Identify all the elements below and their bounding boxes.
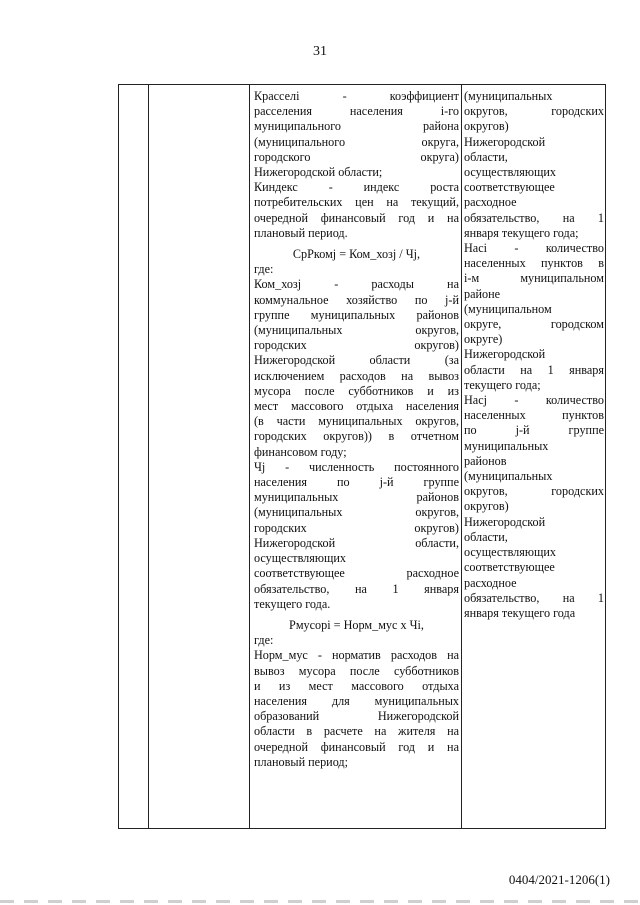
text-line: населения по j-й группе xyxy=(254,475,459,490)
text-line: января текущего года; xyxy=(464,225,579,240)
text-line: по j-й группе xyxy=(464,423,604,438)
text-line: группе муниципальных районов xyxy=(254,307,459,322)
text-line: районов xyxy=(464,453,507,468)
text-line: Нижегородской xyxy=(464,514,546,529)
column-divider xyxy=(461,85,462,828)
text-line: вывоз мусора после субботников xyxy=(254,663,459,678)
text-line: мест массового отдыха населения xyxy=(254,399,459,414)
text-line: городских округов)) в отчетном xyxy=(254,429,459,444)
where-label: где: xyxy=(254,262,274,277)
page-number: 31 xyxy=(313,44,327,59)
text-line: обязательство, на 1 xyxy=(464,210,604,225)
text-line: і-м муниципальном xyxy=(464,271,604,286)
text-line: января текущего года xyxy=(464,605,576,620)
text-line: осуществляющих xyxy=(254,551,346,566)
column-divider xyxy=(148,85,149,828)
text-line: городских округов) xyxy=(254,520,459,535)
text-line: Ком_хозj - расходы на xyxy=(254,277,459,292)
text-line: Красселі - коэффициент xyxy=(254,89,459,103)
text-line: исключением расходов на вывоз xyxy=(254,368,459,383)
scan-edge-artifact xyxy=(0,900,640,903)
text-line: округе) xyxy=(464,332,503,347)
text-line: округов, городских xyxy=(464,484,604,499)
text-line: районе xyxy=(464,286,501,301)
text-line: потребительских цен на текущий, xyxy=(254,195,459,210)
text-line: Нижегородской области; xyxy=(254,165,383,180)
text-line: очередной финансовый год и на xyxy=(254,210,459,225)
formula-description-column xyxy=(254,89,459,770)
text-line: Норм_мус - норматив расходов на xyxy=(254,648,459,663)
text-line: муниципальных районов xyxy=(254,490,459,505)
text-line: мусора после субботников и из xyxy=(254,383,459,398)
text-line: расходное xyxy=(464,195,517,210)
description-continuation-column xyxy=(464,89,604,621)
document-table xyxy=(118,84,606,829)
text-line: текущего года. xyxy=(254,596,331,611)
text-line: (муниципальных xyxy=(464,469,553,484)
text-line: Насі - количество xyxy=(464,241,604,256)
text-line: очередной финансовый год и на xyxy=(254,739,459,754)
text-line: расселения населения і-го xyxy=(254,104,459,119)
text-line: округе, городском xyxy=(464,317,604,332)
text-line: (муниципальном xyxy=(464,301,552,316)
text-line: области на 1 января xyxy=(464,362,604,377)
where-label: где: xyxy=(254,633,274,648)
formula: СрРкомj = Ком_хозj / Чj, xyxy=(292,247,421,262)
text-line: (муниципальных xyxy=(464,89,553,103)
text-line: городских округов) xyxy=(254,338,459,353)
text-line: муниципального района xyxy=(254,119,459,134)
text-line: (муниципальных округов, xyxy=(254,323,459,338)
text-line: области в расчете на жителя на xyxy=(254,724,459,739)
text-line: Нижегородской xyxy=(464,347,546,362)
text-line: (муниципальных округов, xyxy=(254,505,459,520)
text-line: области, xyxy=(464,529,508,544)
text-line: плановый период; xyxy=(254,754,349,769)
formula: Рмусорі = Норм_мус х Чі, xyxy=(289,617,424,632)
text-line: обязательство, на 1 января xyxy=(254,581,459,596)
text-line: населенных пунктов в xyxy=(464,256,604,271)
text-line: Чj - численность постоянного xyxy=(254,459,459,474)
text-line: населенных пунктов xyxy=(464,408,604,423)
text-line: Нижегородской области (за xyxy=(254,353,459,368)
text-line: Киндекс - индекс роста xyxy=(254,180,459,195)
text-line: муниципальных xyxy=(464,438,549,453)
document-code: 0404/2021-1206(1) xyxy=(508,872,610,887)
text-line: расходное xyxy=(464,575,517,590)
text-line: Нижегородской области, xyxy=(254,535,459,550)
column-divider xyxy=(249,85,250,828)
text-line: области, xyxy=(464,149,508,164)
text-line: соответствующее xyxy=(464,560,555,575)
text-line: коммунальное хозяйство по j-й xyxy=(254,292,459,307)
text-line: Насj - количество xyxy=(464,393,604,408)
text-line: осуществляющих xyxy=(464,545,556,560)
text-line: Нижегородской xyxy=(464,134,546,149)
text-line: образований Нижегородской xyxy=(254,709,459,724)
text-line: финансовом году; xyxy=(254,444,347,459)
text-line: соответствующее расходное xyxy=(254,566,459,581)
text-line: округов) xyxy=(464,499,509,514)
text-line: текущего года; xyxy=(464,377,541,392)
text-line: и из мест массового отдыха xyxy=(254,678,459,693)
text-line: округов) xyxy=(464,119,509,134)
text-line: осуществляющих xyxy=(464,165,556,180)
text-line: городского округа) xyxy=(254,149,459,164)
text-line: плановый период. xyxy=(254,225,348,240)
text-line: (муниципального округа, xyxy=(254,134,459,149)
text-line: (в части муниципальных округов, xyxy=(254,414,459,429)
text-line: населения для муниципальных xyxy=(254,693,459,708)
text-line: округов, городских xyxy=(464,104,604,119)
text-line: соответствующее xyxy=(464,180,555,195)
text-line: обязательство, на 1 xyxy=(464,590,604,605)
